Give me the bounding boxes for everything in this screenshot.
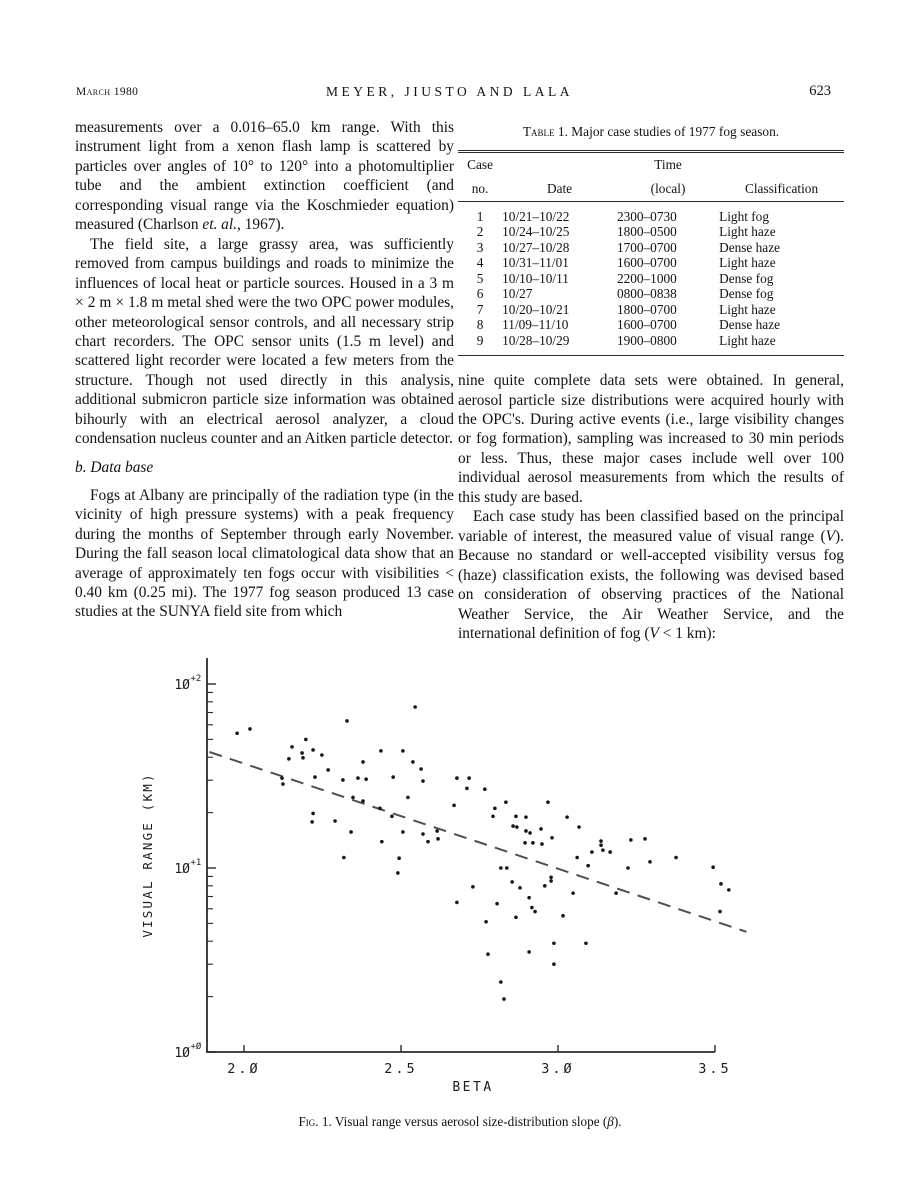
table-row <box>458 240 844 255</box>
text-segment: < 1 km): <box>658 624 716 642</box>
table-cell: 7 <box>476 301 484 317</box>
table-cell: 8 <box>476 317 484 333</box>
paragraph-fogs-albany <box>75 486 454 622</box>
table-row <box>458 333 844 356</box>
table-cell: Light haze <box>719 301 776 317</box>
data-point <box>364 777 368 781</box>
table-cell: Dense haze <box>719 317 781 333</box>
running-title: MEYER, JIUSTO AND LALA <box>325 84 573 99</box>
data-point <box>577 825 581 829</box>
data-point <box>518 886 522 890</box>
table-cell: 10/10–10/11 <box>502 270 569 286</box>
column-header <box>502 152 617 178</box>
data-point <box>313 775 317 779</box>
data-point <box>396 871 400 875</box>
table-cell: 6 <box>476 286 484 302</box>
y-axis-label: VISUAL RANGE (KM) <box>140 772 155 938</box>
text-segment: Table 1. <box>522 124 568 139</box>
table-1-caption <box>458 124 844 140</box>
data-point <box>608 850 612 854</box>
x-tick-label: 2.5 <box>384 1061 418 1077</box>
table-cell: 3 <box>476 239 484 255</box>
data-point <box>540 842 544 846</box>
data-point <box>248 727 252 731</box>
data-point <box>455 901 459 905</box>
data-point <box>235 731 239 735</box>
data-point <box>333 819 337 823</box>
data-point <box>527 896 531 900</box>
data-point <box>626 866 630 870</box>
data-point <box>718 910 722 914</box>
table-cell: 10/21–10/22 <box>502 209 570 224</box>
data-point <box>515 825 519 829</box>
table-cell: 4 <box>476 255 484 271</box>
y-tick-label: 1Ø <box>174 862 190 877</box>
data-point <box>452 804 456 808</box>
text-segment: Major case studies of 1977 fog season. <box>567 124 780 139</box>
text-segment: ). Because no standard or well-accepted visibility versus fog (haze) classification exists, the following was devised based on consideration of observing practices of the National Weather Service, the Air Weather Service, and the international definition of fog ( <box>458 527 844 642</box>
data-point <box>378 807 382 811</box>
data-point <box>531 841 535 845</box>
column-header <box>719 152 844 178</box>
table-1 <box>458 150 844 356</box>
data-point <box>549 876 553 880</box>
data-point <box>391 775 395 779</box>
y-tick-exponent: +Ø <box>190 1042 202 1052</box>
paragraph-classification <box>458 507 844 643</box>
column-header: (local) <box>617 177 719 202</box>
table-row <box>458 202 844 225</box>
data-point <box>502 997 506 1001</box>
data-point <box>390 814 394 818</box>
data-point <box>419 767 423 771</box>
text-segment: nine quite complete data sets were obtained. In general, aerosol particle size distributions were acquired hourly with the OPC's. During active events (i.e., large visibility changes or fog formation), sampling was increased to 30 min periods or less. Thus, these major cases include well over 100 individual aerosol measurements from which the results of this study are based. <box>458 372 844 506</box>
text-segment: V <box>825 527 836 545</box>
data-point <box>455 776 459 780</box>
data-point <box>549 879 553 883</box>
data-point <box>351 796 355 800</box>
data-point <box>575 856 579 860</box>
data-point <box>528 831 532 835</box>
x-tick-label: 3.Ø <box>541 1061 575 1077</box>
section-heading-data-base: b. Data base <box>75 458 154 476</box>
table-header-row <box>458 152 844 178</box>
data-point <box>546 800 550 804</box>
data-point <box>436 837 440 841</box>
data-point <box>510 880 514 884</box>
x-tick-label: 2.Ø <box>227 1061 261 1077</box>
table-row <box>458 317 844 332</box>
table-1-body <box>458 202 844 356</box>
column-header: Time <box>654 157 682 172</box>
data-point <box>380 840 384 844</box>
data-point <box>590 850 594 854</box>
data-point <box>290 745 294 749</box>
table-cell: Light haze <box>719 332 776 348</box>
data-point <box>571 891 575 895</box>
page-number: 623 <box>809 83 831 99</box>
data-point <box>361 760 365 764</box>
trend-line <box>209 752 746 932</box>
data-point <box>491 814 495 818</box>
table-cell: 2300–0730 <box>616 209 677 224</box>
data-point <box>629 838 633 842</box>
data-point <box>586 864 590 868</box>
figure-1-plot <box>0 648 899 1108</box>
data-point <box>599 839 603 843</box>
data-point <box>342 856 346 860</box>
data-point <box>401 749 405 753</box>
data-point <box>539 827 543 831</box>
table-cell: 1800–0700 <box>616 301 677 317</box>
data-point <box>727 888 731 892</box>
table-cell: 1600–0700 <box>616 255 677 271</box>
data-point <box>584 941 588 945</box>
y-tick-label: 1Ø <box>174 678 190 693</box>
text-segment: Visual range versus aerosol size-distribution slope ( <box>331 1114 608 1129</box>
data-point <box>719 882 723 886</box>
data-point <box>495 902 499 906</box>
table-cell: 1 <box>476 209 484 224</box>
table-cell: 2 <box>476 224 484 240</box>
table-cell: Dense fog <box>719 286 774 302</box>
data-point <box>280 776 284 780</box>
table-cell: Light haze <box>719 255 776 271</box>
table-row <box>458 271 844 286</box>
table-cell: 5 <box>476 270 484 286</box>
text-segment: Fogs at Albany are principally of the radiation type (in the vicinity of high pressure systems) with a peak frequency during the months of September through early November. During the fall season local climatological data show that an average of approximately ten fogs occur with visibilities < 0.40 km (0.25 mi). The 1977 fog season produced 13 case studies at the SUNYA field site from which <box>75 486 454 621</box>
data-point <box>493 807 497 811</box>
data-point <box>349 830 353 834</box>
x-tick-label: 3.5 <box>698 1061 732 1077</box>
data-point <box>599 843 603 847</box>
data-point <box>504 800 508 804</box>
data-point <box>326 768 330 772</box>
table-cell: Light haze <box>719 224 776 240</box>
table-row <box>458 302 844 317</box>
axes <box>207 658 715 1052</box>
paragraph-field-site <box>75 235 454 449</box>
paragraph-instrument <box>75 118 454 235</box>
data-point <box>311 748 315 752</box>
data-point <box>483 787 487 791</box>
table-cell: 2200–1000 <box>616 270 677 286</box>
data-point <box>552 941 556 945</box>
column-header: no. <box>458 177 502 202</box>
table-cell: 1900–0800 <box>616 332 677 348</box>
table-cell: 11/09–11/10 <box>502 317 569 333</box>
issue-date: March 1980 <box>76 86 139 98</box>
data-point <box>300 751 304 755</box>
data-point <box>524 815 528 819</box>
data-point <box>361 799 365 803</box>
data-point <box>484 920 488 924</box>
data-point <box>401 830 405 834</box>
data-point <box>311 812 315 816</box>
data-point <box>411 760 415 764</box>
table-cell: 1800–0500 <box>616 224 677 240</box>
data-point <box>421 779 425 783</box>
data-point <box>341 778 345 782</box>
data-point <box>601 848 605 852</box>
text-segment: ). <box>613 1114 622 1129</box>
text-segment: 1967). <box>240 216 285 234</box>
data-point <box>543 884 547 888</box>
y-tick-exponent: +1 <box>190 858 202 868</box>
left-column <box>75 118 454 622</box>
data-point <box>406 796 410 800</box>
figure-1 <box>0 648 899 1108</box>
column-header: Case <box>467 157 493 172</box>
data-point <box>467 776 471 780</box>
text-segment: Each case study has been classified based on the principal variable of interest, the measured value of visual range ( <box>458 508 844 545</box>
table-cell: Dense fog <box>719 270 774 286</box>
data-point <box>304 738 308 742</box>
data-point <box>421 832 425 836</box>
data-point <box>356 776 360 780</box>
column-header: Classification <box>719 177 844 202</box>
data-point <box>465 787 469 791</box>
data-point <box>281 782 285 786</box>
data-point <box>486 952 490 956</box>
table-cell: 10/20–10/21 <box>502 301 570 317</box>
figure-1-caption <box>75 1114 845 1130</box>
table-cell: 0800–0838 <box>616 286 677 302</box>
table-row <box>458 286 844 301</box>
table-cell: 9 <box>476 332 484 348</box>
text-segment: measurements over a 0.016–65.0 km range. With this instrument light from a xenon flash lamp is scattered by particles over angles of 10° to 120° into a photomultiplier tube and the ambient extinction coefficient (and corresponding visual range via the Koschmieder equation) measured (Charlson <box>75 119 454 234</box>
text-segment: et. al., <box>202 216 241 234</box>
data-point <box>550 836 554 840</box>
text-segment: The field site, a large grassy area, was sufficiently removed from campus buildings and roads to minimize the influences of local heat or particle sources. Housed in a 3 m × 2 m × 1.8 m metal shed were the two OPC power modules, other meteorological sensor controls, and all necessary strip chart recorders. The OPC sensor units (1.5 m level) and scattered light recorder were located a few meters from the structure. Though not used directly in this analysis, additional submicron particle size information was obtained bihourly with an electrical aerosol analyzer, a cloud condensation nucleus counter and an Aitken particle detector. <box>75 235 454 448</box>
table-row <box>458 224 844 239</box>
x-axis-label: BETA <box>452 1080 494 1095</box>
table-cell: Dense haze <box>719 239 781 255</box>
data-point <box>514 915 518 919</box>
data-point <box>643 837 647 841</box>
data-point <box>505 866 509 870</box>
data-point <box>426 840 430 844</box>
data-point <box>379 749 383 753</box>
data-point <box>674 856 678 860</box>
data-point <box>397 856 401 860</box>
data-point <box>499 980 503 984</box>
data-point <box>345 719 349 723</box>
data-point <box>320 753 324 757</box>
data-point <box>471 885 475 889</box>
data-point <box>527 950 531 954</box>
data-point <box>301 756 305 760</box>
table-cell: 10/27 <box>502 286 533 302</box>
data-point <box>287 757 291 761</box>
data-point <box>310 820 314 824</box>
text-segment: Fig. 1. <box>298 1114 332 1129</box>
data-point <box>561 914 565 918</box>
y-tick-exponent: +2 <box>190 674 202 684</box>
table-cell: 10/31–11/01 <box>502 255 569 271</box>
data-point <box>413 705 417 709</box>
data-point <box>511 824 515 828</box>
data-point <box>435 829 439 833</box>
table-cell: 1700–0700 <box>616 239 677 255</box>
data-point <box>499 866 503 870</box>
table-cell: 1600–0700 <box>616 317 677 333</box>
table-row <box>458 255 844 270</box>
data-point <box>514 814 518 818</box>
column-header: Date <box>502 177 617 202</box>
table-cell: 10/24–10/25 <box>502 224 570 240</box>
table-cell: 10/28–10/29 <box>502 332 570 348</box>
table-1-header <box>458 152 844 202</box>
table-cell: 10/27–10/28 <box>502 239 570 255</box>
table-cell: Light fog <box>719 209 769 224</box>
data-point <box>565 815 569 819</box>
text-segment: V <box>649 624 659 642</box>
text-segment: β <box>607 1114 614 1129</box>
data-point <box>530 906 534 910</box>
data-point <box>524 829 528 833</box>
table-header-row <box>458 177 844 202</box>
data-point <box>648 860 652 864</box>
data-point <box>552 962 556 966</box>
y-tick-label: 1Ø <box>174 1046 190 1061</box>
paragraph-data-sets <box>458 371 844 507</box>
right-column <box>458 118 844 643</box>
data-point <box>523 841 527 845</box>
data-point <box>533 910 537 914</box>
data-point <box>614 891 618 895</box>
data-point <box>711 865 715 869</box>
